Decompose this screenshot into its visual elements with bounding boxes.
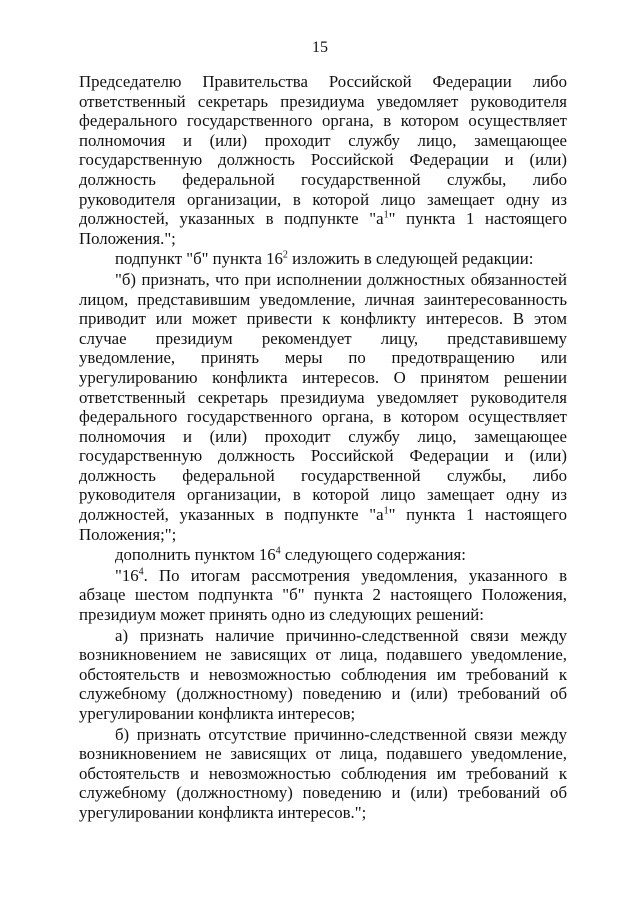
text-run: "б) признать, что при исполнении должностных обязанностей лицом, представившим уведомление, личная заинтересованность приводит или может привести к конфликту интересов. В этом случае президиум рекомендует лицу, представившему уведомление, принять меры по предотвращению или урегулированию конфликта интересов. О принятом решении ответственный секретарь президиума уведомляет руководителя федерального государственного органа, в котором осуществляет полномочия и (или) проходит службу лицо, замещающее государственную должность Российской Федерации и (или) должность федеральной государственной службы, либо руководителя организации, в которой лицо замещает одну из должностей, указанных в подпункте "а — [79, 269, 567, 525]
text-run: следующего содержания: — [280, 545, 466, 565]
text-run: а) признать наличие причинно-следственной связи между возникновением не зависящих от лица, подавшего уведомление, обстоятельств и невозможностью соблюдения им требований к служебному (должностному) поведению и (или) требований об урегулировании конфликта интересов; — [79, 625, 567, 723]
text-run: подпункт "б" пункта 16 — [115, 249, 283, 269]
superscript: 4 — [275, 545, 281, 557]
paragraph-3 — [79, 270, 567, 544]
superscript: 4 — [138, 566, 144, 578]
paragraph-5 — [79, 566, 567, 625]
text-run: дополнить пунктом 16 — [115, 545, 276, 565]
paragraph-2 — [79, 249, 567, 269]
superscript: 2 — [282, 249, 288, 261]
text-run: Председателю Правительства Российской Федерации либо ответственный секретарь президиума уведомляет руководителя федерального государственного органа, в котором осуществляет полномочия и (или) проходит службу лицо, замещающее государственную должность Российской Федерации и (или) должность федеральной государственной службы, либо руководителя организации, в которой лицо замещает одну из должностей, указанных в подпункте "а — [79, 72, 567, 229]
text-run: б) признать отсутствие причинно-следственной связи между возникновением не зависящих от лица, подавшего уведомление, обстоятельств и невозможностью соблюдения им требований к служебному (должностному) поведению и (или) требований об урегулировании конфликта интересов."; — [79, 724, 567, 822]
text-run: " пункта 1 настоящего Положения."; — [79, 209, 567, 248]
paragraph-4 — [79, 545, 567, 565]
superscript: 1 — [383, 505, 389, 517]
paragraph-6 — [79, 626, 567, 724]
paragraph-1 — [79, 72, 567, 248]
text-run: " пункта 1 настоящего Положения;"; — [79, 505, 567, 544]
document-body — [79, 72, 567, 823]
text-run: "16 — [115, 565, 139, 585]
text-run: . По итогам рассмотрения уведомления, указанного в абзаце шестом подпункта "б" пункта 2 настоящего Положения, президиум может принять одно из следующих решений: — [79, 565, 567, 625]
text-run: изложить в следующей редакции: — [287, 249, 534, 269]
superscript: 1 — [383, 209, 389, 221]
page-number: 15 — [312, 39, 328, 56]
paragraph-7 — [79, 725, 567, 823]
